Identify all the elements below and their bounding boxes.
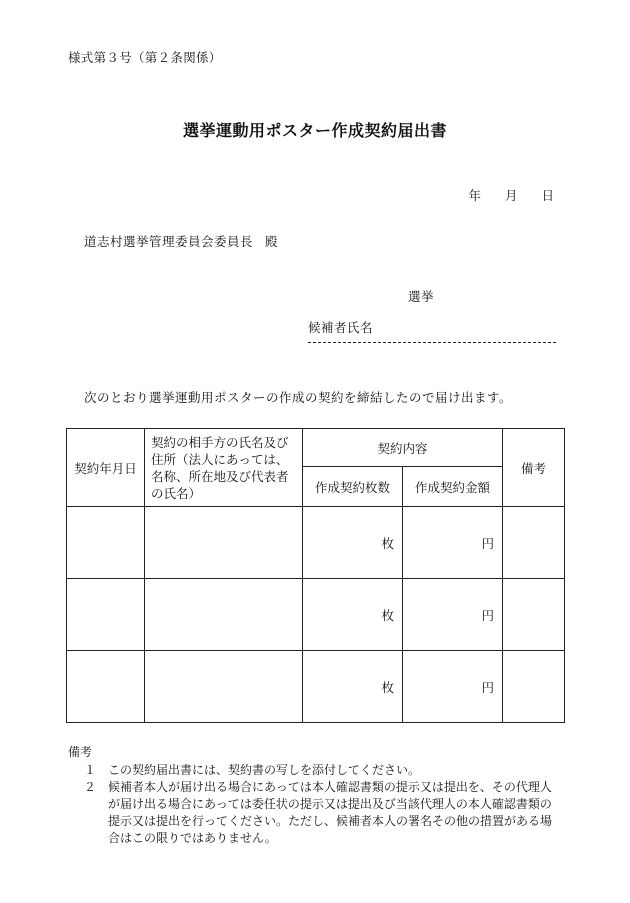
notes-heading: 備考 [68,745,93,759]
cell-contract-date[interactable] [67,507,145,579]
count-unit: 枚 [381,535,394,551]
date-year-label: 年 [468,188,481,203]
cell-contract-amount[interactable] [403,507,503,579]
notes-section [68,744,560,847]
cell-contract-party[interactable] [145,579,303,651]
header-contract-contents: 契約内容 [303,429,503,467]
note-item [68,762,560,779]
election-label: 選挙 [408,289,435,304]
addressee [84,232,278,250]
form-number: 様式第３号（第２条関係） [68,50,222,65]
note-text: この契約届出書には、契約書の写しを添付してください。 [108,763,421,777]
cell-remarks[interactable] [503,651,565,723]
date-day-label: 日 [541,188,554,203]
table-row [67,579,565,651]
amount-unit: 円 [481,679,495,695]
date-month-label: 月 [504,188,518,203]
candidate-name-field[interactable] [308,318,556,343]
cell-contract-party[interactable] [145,507,303,579]
cell-contract-amount[interactable] [403,651,503,723]
header-contract-count: 作成契約枚数 [303,467,403,507]
header-contract-amount: 作成契約金額 [403,467,503,507]
note-number: ２ [84,780,97,794]
header-remarks: 備考 [503,429,565,507]
cell-contract-count[interactable] [303,651,403,723]
candidate-name-label: 候補者氏名 [308,320,374,335]
cell-contract-party[interactable] [145,651,303,723]
cell-contract-count[interactable] [303,579,403,651]
amount-unit: 円 [481,607,495,623]
count-unit: 枚 [381,679,394,695]
note-item [68,779,560,847]
addressee-name: 道志村選挙管理委員会委員長 [84,234,254,249]
statement-text: 次のとおり選挙運動用ポスターの作成の契約を締結したので届け出ます。 [84,390,513,405]
contract-table [66,428,565,723]
table-row [67,651,565,723]
cell-contract-count[interactable] [303,507,403,579]
header-contract-date: 契約年月日 [67,429,145,507]
table-row [67,507,565,579]
addressee-suffix: 殿 [265,234,279,249]
cell-contract-date[interactable] [67,579,145,651]
amount-unit: 円 [481,535,495,551]
date-line [468,186,554,204]
cell-contract-date[interactable] [67,651,145,723]
cell-contract-amount[interactable] [403,579,503,651]
cell-remarks[interactable] [503,579,565,651]
count-unit: 枚 [381,607,394,623]
page-title: 選挙運動用ポスター作成契約届出書 [182,121,447,140]
cell-remarks[interactable] [503,507,565,579]
note-number: １ [84,763,97,777]
header-contract-party: 契約の相手方の氏名及び住所（法人にあっては、名称、所在地及び代表者の氏名） [145,429,303,507]
note-text: 候補者本人が届け出る場合にあっては本人確認書類の提示又は提出を、その代理人が届け出る場合にあっては委任状の提示又は提出及び当該代理人の本人確認書類の提示又は提出を行ってください。ただし、候補者本人の署名その他の措置がある場合はこの限りではありません。 [108,780,553,845]
